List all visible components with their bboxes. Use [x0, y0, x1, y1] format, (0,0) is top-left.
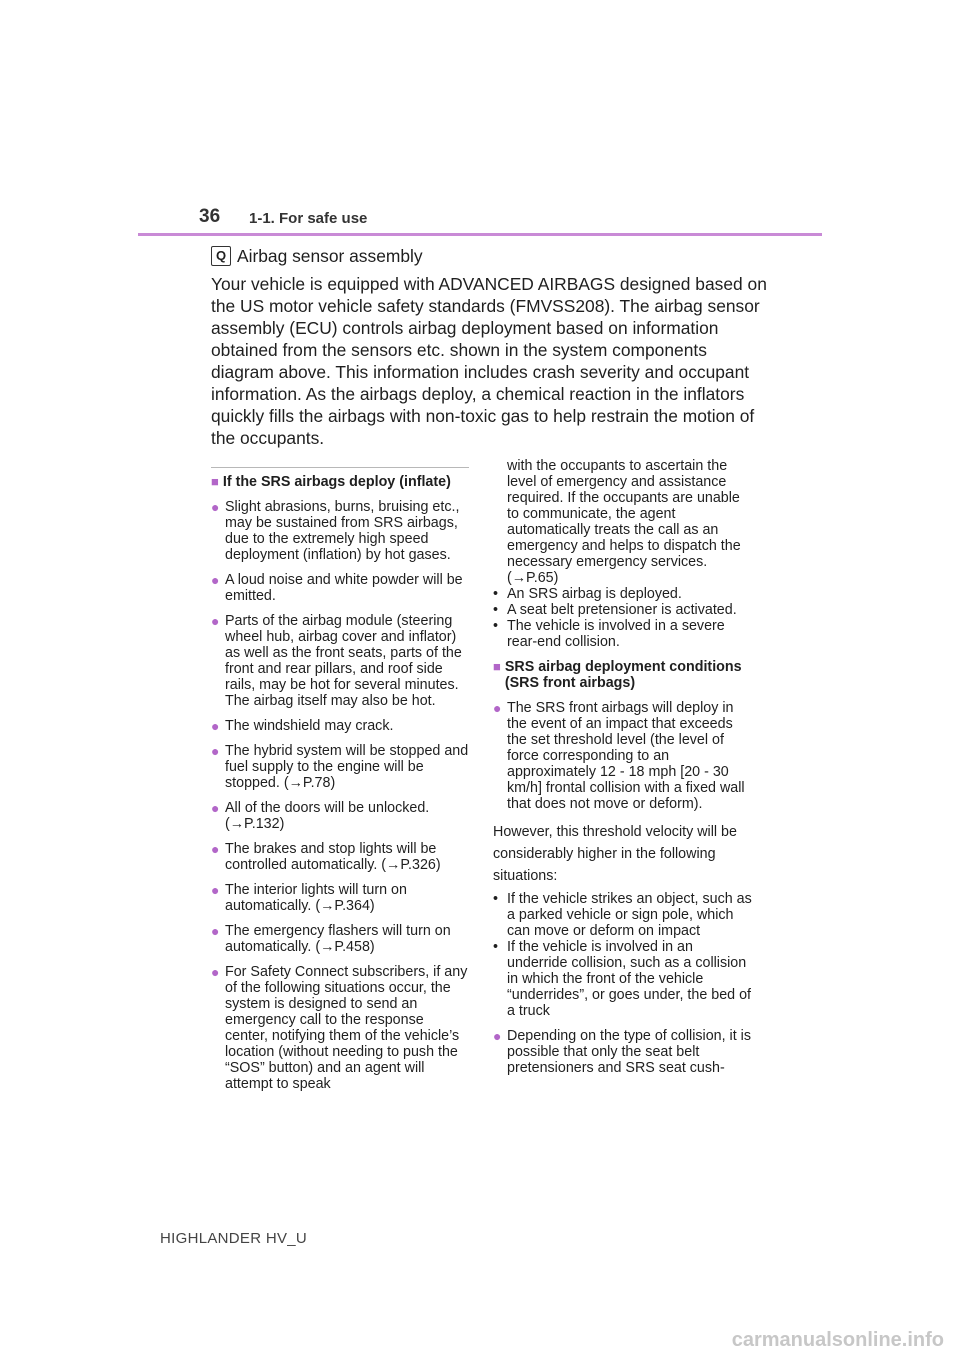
circle-bullet-icon: ●: [211, 964, 220, 980]
list-item: ● The SRS front airbags will deploy in the event of an impact that exceeds the set threshold level (the level of force corresponding to an approximately 12 - 18 mph [20 - 30 km/h] frontal collision with a fixed wall that does not move or deform).: [493, 700, 745, 812]
condition-list: [493, 586, 755, 650]
list-item: • If the vehicle strikes an object, such as a parked vehicle or sign pole, which can move or deform on impact: [493, 891, 752, 939]
list-item: ● Parts of the airbag module (steering wheel hub, airbag cover and inflator) as well as the front seats, parts of the front and rear pillars, and roof side rails, may be hot for several minutes. The airbag itself may also be hot.: [211, 613, 462, 709]
circle-bullet-icon: ●: [211, 841, 220, 857]
subheading-conditions: ■ SRS airbag deployment conditions (SRS front airbags): [493, 659, 742, 691]
list-item: • The vehicle is involved in a severe rear-end collision.: [493, 618, 725, 650]
left-column: [211, 467, 469, 1101]
intro-paragraph: Your vehicle is equipped with ADVANCED AIRBAGS designed based on the US motor vehicle safety standards (FMVSS208). The airbag sensor assembly (ECU) controls airbag deployment based on information obtained from the sensors etc. shown in the system components diagram above. This information includes crash severity and occupant information. As the airbags deploy, a chemical reaction in the inflators quickly fills the airbags with non-toxic gas to help restrain the motion of the occupants.: [211, 274, 767, 448]
subheading-deploy: ■ If the SRS airbags deploy (inflate): [211, 474, 451, 490]
list-item: • If the vehicle is involved in an underride collision, such as a collision in which the front of the vehicle “underrides”, or goes under, the bed of a truck: [493, 939, 751, 1019]
list-item: ● All of the doors will be unlocked. (→P.132): [211, 800, 430, 832]
list-item: • An SRS airbag is deployed.: [493, 586, 682, 602]
component-label: [211, 245, 771, 267]
right-column: [493, 458, 755, 1085]
threshold-paragraph: However, this threshold velocity will be considerably higher in the following situations:: [493, 824, 737, 884]
intro-section: [211, 245, 771, 449]
circle-bullet-icon: ●: [211, 800, 220, 816]
list-item: ● The emergency flashers will turn on automatically. (→P.458): [211, 923, 451, 955]
footer-model: HIGHLANDER HV_U: [160, 1230, 308, 1247]
circle-bullet-icon: ●: [211, 572, 220, 588]
section-title: 1-1. For safe use: [249, 210, 368, 227]
circle-bullet-icon: ●: [211, 718, 220, 734]
column-divider: [211, 467, 469, 468]
square-bullet-icon: ■: [211, 474, 219, 489]
circle-bullet-icon: ●: [211, 882, 220, 898]
page-number: 36: [199, 206, 221, 227]
circle-bullet-icon: ●: [211, 499, 220, 515]
header-divider: [138, 233, 822, 236]
circle-bullet-icon: ●: [493, 700, 502, 716]
continued-text: with the occupants to ascertain the level of emergency and assistance required. If the occupants are unable to communicate, the agent automatically treats the call as an emergency and helps to dispatch the necessary emergency services. (→P.65): [507, 458, 741, 586]
list-item: ● A loud noise and white powder will be emitted.: [211, 572, 463, 604]
circle-bullet-icon: ●: [211, 923, 220, 939]
list-item: • A seat belt pretensioner is activated.: [493, 602, 737, 618]
list-item: ● For Safety Connect subscribers, if any of the following situations occur, the system is designed to send an emergency call to the response center, notifying them of the vehicle’s location (without needing to push the “SOS” button) and an agent will attempt to speak: [211, 964, 468, 1092]
list-item: ● The interior lights will turn on automatically. (→P.364): [211, 882, 407, 914]
list-item: ● The hybrid system will be stopped and fuel supply to the engine will be stopped. (→P.78): [211, 743, 469, 791]
circle-bullet-icon: ●: [493, 1028, 502, 1044]
list-item: ● The windshield may crack.: [211, 718, 394, 734]
watermark: carmanualsonline.info: [731, 1329, 944, 1351]
list-item: ● Depending on the type of collision, it is possible that only the seat belt pretensioners and SRS seat cush-: [493, 1028, 751, 1076]
situation-list: [493, 891, 755, 1019]
component-letter-badge: Q: [211, 246, 231, 266]
component-name: Airbag sensor assembly: [237, 246, 423, 266]
circle-bullet-icon: ●: [211, 613, 220, 629]
circle-bullet-icon: ●: [211, 743, 220, 759]
list-item: ● The brakes and stop lights will be controlled automatically. (→P.326): [211, 841, 441, 873]
square-bullet-icon: ■: [493, 659, 501, 674]
list-item: ● Slight abrasions, burns, bruising etc., may be sustained from SRS airbags, due to the extremely high speed deployment (inflation) by hot gases.: [211, 499, 460, 563]
